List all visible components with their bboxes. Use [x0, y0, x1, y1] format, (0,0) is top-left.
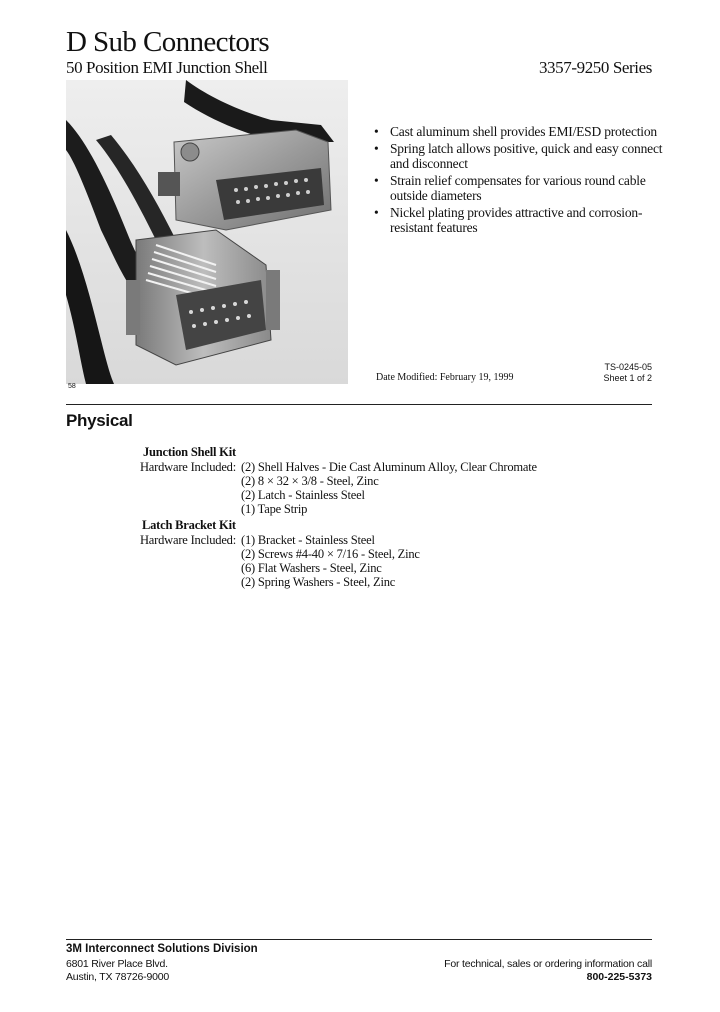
ts-number: TS-0245-05: [604, 362, 652, 372]
section-title: Physical: [66, 411, 133, 430]
page-title: D Sub Connectors: [66, 26, 270, 58]
contact-text: For technical, sales or ordering information call: [444, 958, 652, 970]
feature-list: [374, 124, 664, 237]
hardware-item: (1) Bracket - Stainless Steel: [241, 533, 375, 547]
hardware-item: (2) 8 × 32 × 3/8 - Steel, Zinc: [241, 474, 379, 488]
hardware-item: (6) Flat Washers - Steel, Zinc: [241, 561, 382, 575]
feature-item: • Cast aluminum shell provides EMI/ESD protection: [374, 124, 657, 139]
hardware-item: (2) Shell Halves - Die Cast Aluminum Alloy, Clear Chromate: [241, 460, 537, 474]
bullet-icon: •: [374, 141, 379, 156]
phone-number: 800-225-5373: [586, 971, 652, 983]
bullet-icon: •: [374, 124, 379, 139]
section-divider: [66, 404, 652, 405]
division-name: 3M Interconnect Solutions Division: [66, 943, 258, 955]
bullet-icon: •: [374, 205, 379, 220]
hardware-item: (1) Tape Strip: [241, 502, 308, 516]
hardware-item: (2) Spring Washers - Steel, Zinc: [241, 575, 396, 589]
hardware-item: (2) Latch - Stainless Steel: [241, 488, 365, 502]
page-subtitle: 50 Position EMI Junction Shell: [66, 58, 268, 77]
page-number: 58: [68, 383, 76, 390]
sheet-number: Sheet 1 of 2: [603, 373, 652, 383]
feature-item: • Strain relief compensates for various round cable outside diameters: [374, 173, 646, 203]
address-line-2: Austin, TX 78726-9000: [66, 971, 170, 983]
hardware-label: Hardware Included:: [139, 533, 236, 547]
date-modified: Date Modified: February 19, 1999: [376, 372, 514, 383]
bullet-icon: •: [374, 173, 379, 188]
junction-shell-kit-title: Junction Shell Kit: [143, 445, 236, 459]
hardware-item: (2) Screws #4-40 × 7/16 - Steel, Zinc: [241, 547, 420, 561]
latch-bracket-kit-title: Latch Bracket Kit: [142, 518, 236, 532]
hardware-label: Hardware Included:: [139, 460, 236, 474]
address-line-1: 6801 River Place Blvd.: [66, 958, 168, 970]
series-number: 3357-9250 Series: [538, 58, 652, 77]
footer-divider: [66, 939, 652, 940]
feature-item: • Nickel plating provides attractive and corrosion-resistant features: [374, 205, 643, 235]
feature-item: • Spring latch allows positive, quick and easy connect and disconnect: [374, 141, 663, 171]
product-photo: [66, 80, 348, 384]
